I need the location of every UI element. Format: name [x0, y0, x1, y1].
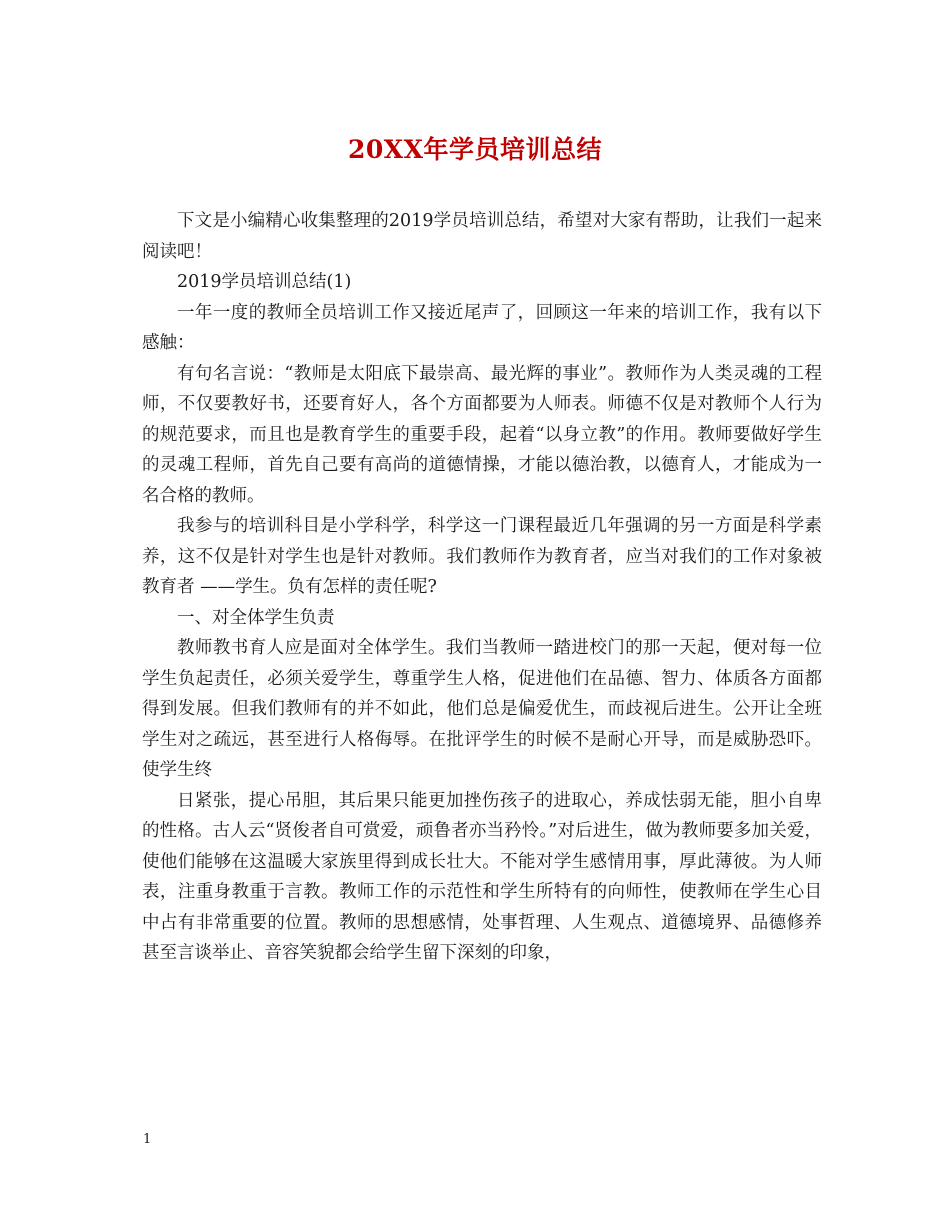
document-title: 20XX年学员培训总结 — [347, 135, 603, 164]
paragraph-intro: 下文是小编精心收集整理的2019学员培训总结，希望对大家有帮助，让我们一起来阅读吧！ — [142, 211, 822, 262]
paragraph-quote: 有句名言说：“教师是太阳底下最崇高、最光辉的事业”。教师作为人类灵魂的工程师，不仅要教好书，还要育好人，各个方面都要为人师表。师德不仅是对教师个人行为的规范要求，而且也是教育学生的重要手段，起着“以身立教”的作用。教师要做好学生的灵魂工程师，首先自己要有高尚的道德情操，才能以德治教，以德育人，才能成为一名合格的教师。 — [142, 363, 822, 506]
page-number: 1 — [143, 1132, 152, 1147]
paragraph-subtitle: 2019学员培训总结(1) — [177, 272, 352, 292]
document-body — [142, 206, 822, 969]
paragraph-continued: 日紧张，提心吊胆，其后果只能更加挫伤孩子的进取心，养成怯弱无能，胆小自卑的性格。古人云“贤俊者自可赏爱，顽鲁者亦当矜怜。”对后进生，做为教师要多加关爱，使他们能够在这温暖大家族里得到成长壮大。不能对学生感情用事，厚此薄彼。为人师表，注重身教重于言教。教师工作的示范性和学生所特有的向师性，使教师在学生心目中占有非常重要的位置。教师的思想感情，处事哲理、人生观点、道德境界、品德修养甚至言谈举止、音容笑貌都会给学生留下深刻的印象， — [142, 790, 822, 963]
paragraph-science: 我参与的培训科目是小学科学，科学这一门课程最近几年强调的另一方面是科学素养，这不仅是针对学生也是针对教师。我们教师作为教育者，应当对我们的工作对象被教育者 ——学生。负有怎样的责任呢? — [142, 516, 822, 597]
paragraph-feelings: 一年一度的教师全员培训工作又接近尾声了，回顾这一年来的培训工作，我有以下感触： — [142, 302, 822, 353]
paragraph-all-students: 教师教书育人应是面对全体学生。我们当教师一踏进校门的那一天起，便对每一位学生负起责任，必须关爱学生，尊重学生人格，促进他们在品德、智力、体质各方面都得到发展。但我们教师有的并不如此，他们总是偏爱优生，而歧视后进生。公开让全班学生对之疏远，甚至进行人格侮辱。在批评学生的时候不是耐心开导，而是威胁恐吓。使学生终 — [142, 638, 822, 780]
section-heading: 一、对全体学生负责 — [177, 607, 335, 628]
